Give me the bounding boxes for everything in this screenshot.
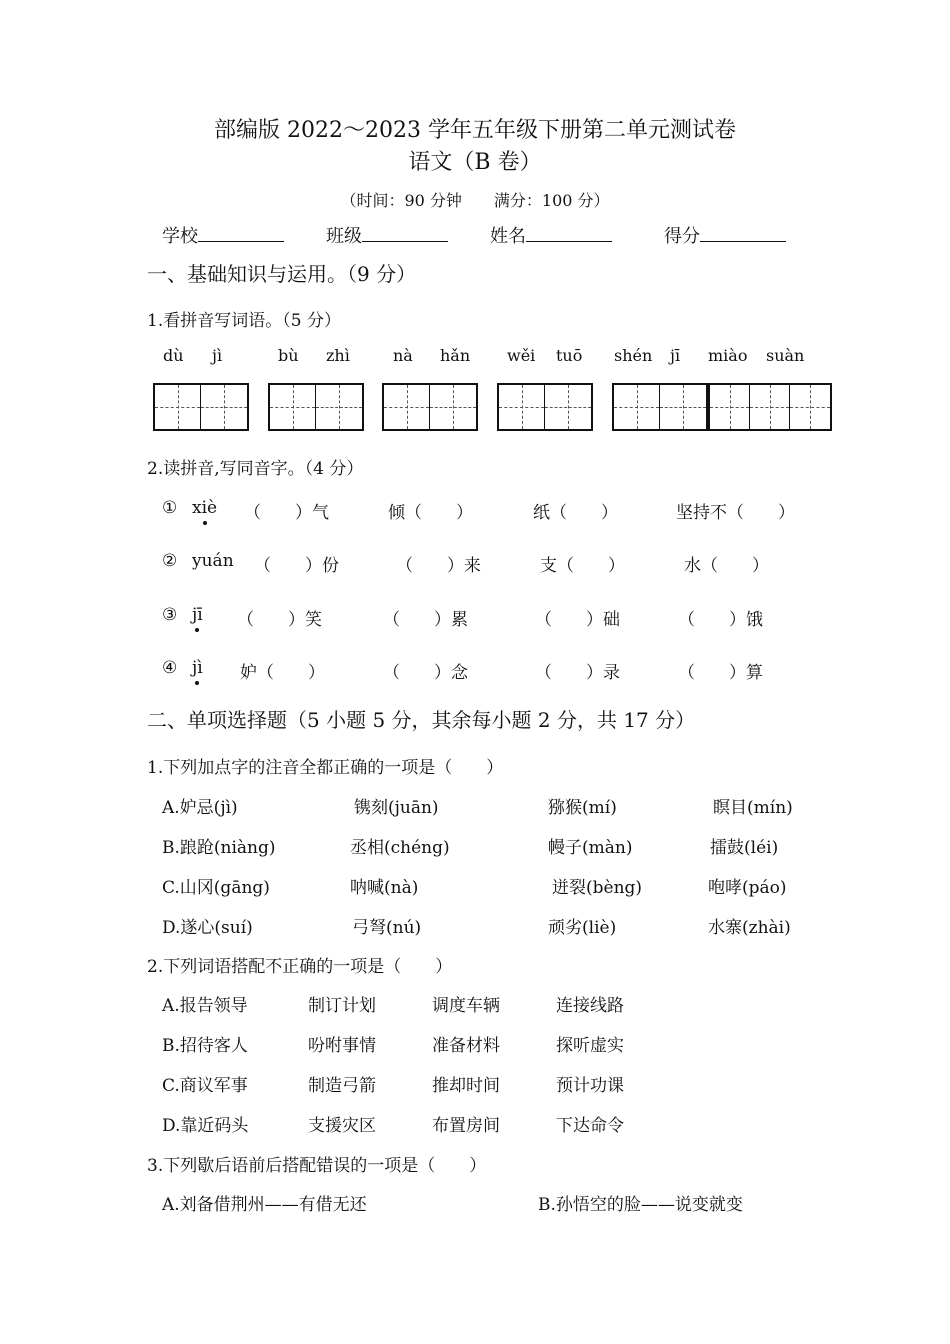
- choice-item: 制造弓箭: [308, 1076, 376, 1096]
- row-num: ②: [162, 551, 178, 571]
- pinyin: miào: [708, 346, 748, 365]
- pinyin: hǎn: [440, 346, 471, 365]
- page-subtitle: 语文（B 卷）: [408, 150, 542, 175]
- writing-grid[interactable]: [268, 383, 364, 431]
- choice-item: 调度车辆: [432, 996, 500, 1016]
- row-pinyin: jī: [192, 605, 203, 625]
- s2-q1-prompt: 1.下列加点字的注音全都正确的一项是（ ）: [147, 758, 504, 778]
- choice-item: 探听虚实: [556, 1036, 624, 1056]
- choice-item: 连接线路: [556, 996, 624, 1016]
- pinyin: zhì: [326, 346, 350, 365]
- row-num: ④: [162, 658, 178, 678]
- choice-item: 顽劣(liè): [548, 918, 617, 938]
- choice-item: 弓弩(nú): [352, 918, 422, 938]
- blank-item[interactable]: （ ）笑: [237, 610, 322, 630]
- section2-heading: 二、单项选择题（5 小题 5 分，其余每小题 2 分，共 17 分）: [147, 708, 696, 732]
- blank-item[interactable]: 支（ ）: [540, 556, 625, 576]
- row-num: ③: [162, 605, 178, 625]
- blank-item[interactable]: （ ）录: [535, 663, 620, 683]
- choice-item[interactable]: D.靠近码头: [162, 1116, 249, 1136]
- choice-item: 水寨(zhài): [708, 918, 791, 938]
- choice-item: 猕猴(mí): [548, 798, 617, 818]
- blank-item[interactable]: （ ）来: [396, 556, 481, 576]
- s1-q2-prompt: 2.读拼音,写同音字。（4 分）: [147, 459, 364, 479]
- choice-item: 呐喊(nà): [350, 878, 419, 898]
- row-pinyin: xiè: [192, 498, 218, 518]
- choice-item[interactable]: C.商议军事: [162, 1076, 248, 1096]
- name-field[interactable]: 姓名: [490, 222, 612, 248]
- choice-item: 准备材料: [432, 1036, 500, 1056]
- blank-item[interactable]: （ ）份: [254, 556, 339, 576]
- choice-item: 制订计划: [308, 996, 376, 1016]
- pinyin: tuō: [556, 346, 583, 365]
- choice-item: 丞相(chéng): [350, 838, 450, 858]
- writing-grid[interactable]: [612, 383, 708, 431]
- score-field[interactable]: 得分: [664, 222, 786, 248]
- blank-item[interactable]: （ ）础: [535, 610, 620, 630]
- choice-item: 瞑目(mín): [713, 798, 793, 818]
- class-field[interactable]: 班级: [326, 222, 448, 248]
- pinyin: nà: [393, 346, 413, 365]
- blank-item[interactable]: 水（ ）: [684, 556, 769, 576]
- pinyin: bù: [278, 346, 299, 365]
- section1-heading: 一、基础知识与运用。（9 分）: [147, 262, 417, 286]
- choice-item: 镌刻(juān): [354, 798, 439, 818]
- choice-item[interactable]: B.招待客人: [162, 1036, 248, 1056]
- choice-item: 迸裂(bèng): [552, 878, 643, 898]
- writing-grid[interactable]: [708, 383, 832, 431]
- choice-item: 吩咐事情: [308, 1036, 376, 1056]
- row-pinyin: jì: [192, 658, 203, 678]
- blank-item[interactable]: （ ）气: [244, 503, 329, 523]
- choice-item[interactable]: C.山冈(gāng): [162, 878, 270, 898]
- choice-item[interactable]: B.踉跄(niàng): [162, 838, 276, 858]
- choice-item[interactable]: A.妒忌(jì): [162, 798, 238, 818]
- choice-item: 擂鼓(léi): [710, 838, 779, 858]
- blank-item[interactable]: （ ）念: [383, 663, 468, 683]
- row-pinyin: yuán: [192, 551, 234, 571]
- choice-item: 咆哮(páo): [708, 878, 787, 898]
- writing-grid[interactable]: [497, 383, 593, 431]
- pinyin: shén: [614, 346, 653, 365]
- choice-item: 布置房间: [432, 1116, 500, 1136]
- s2-q2-prompt: 2.下列词语搭配不正确的一项是（ ）: [147, 957, 453, 977]
- choice-item: 预计功课: [556, 1076, 624, 1096]
- choice-item[interactable]: D.遂心(suí): [162, 918, 253, 938]
- page-title: 部编版 2022～2023 学年五年级下册第二单元测试卷: [214, 118, 736, 143]
- choice-item: 幔子(màn): [548, 838, 633, 858]
- pinyin: jì: [212, 346, 223, 365]
- blank-item[interactable]: （ ）累: [383, 610, 468, 630]
- s1-q1-prompt: 1.看拼音写词语。（5 分）: [147, 311, 341, 331]
- row-num: ①: [162, 498, 178, 518]
- choice-item[interactable]: B.孙悟空的脸——说变就变: [538, 1195, 743, 1215]
- blank-item[interactable]: （ ）饿: [678, 610, 763, 630]
- choice-item: 推却时间: [432, 1076, 500, 1096]
- blank-item[interactable]: 妒（ ）: [240, 663, 325, 683]
- pinyin: jī: [670, 346, 681, 365]
- writing-grid[interactable]: [382, 383, 478, 431]
- choice-item: 下达命令: [556, 1116, 624, 1136]
- pinyin: wěi: [507, 346, 536, 365]
- s2-q3-prompt: 3.下列歇后语前后搭配错误的一项是（ ）: [147, 1156, 487, 1176]
- blank-item[interactable]: 倾（ ）: [388, 503, 473, 523]
- pinyin: dù: [163, 346, 184, 365]
- blank-item[interactable]: 坚持不（ ）: [676, 503, 795, 523]
- exam-meta: （时间：90 分钟 满分：100 分）: [340, 191, 610, 210]
- school-field[interactable]: 学校: [162, 222, 284, 248]
- pinyin: suàn: [766, 346, 805, 365]
- choice-item[interactable]: A.刘备借荆州——有借无还: [162, 1195, 367, 1215]
- writing-grid[interactable]: [153, 383, 249, 431]
- choice-item[interactable]: A.报告领导: [162, 996, 248, 1016]
- blank-item[interactable]: （ ）算: [678, 663, 763, 683]
- choice-item: 支援灾区: [308, 1116, 376, 1136]
- blank-item[interactable]: 纸（ ）: [533, 503, 618, 523]
